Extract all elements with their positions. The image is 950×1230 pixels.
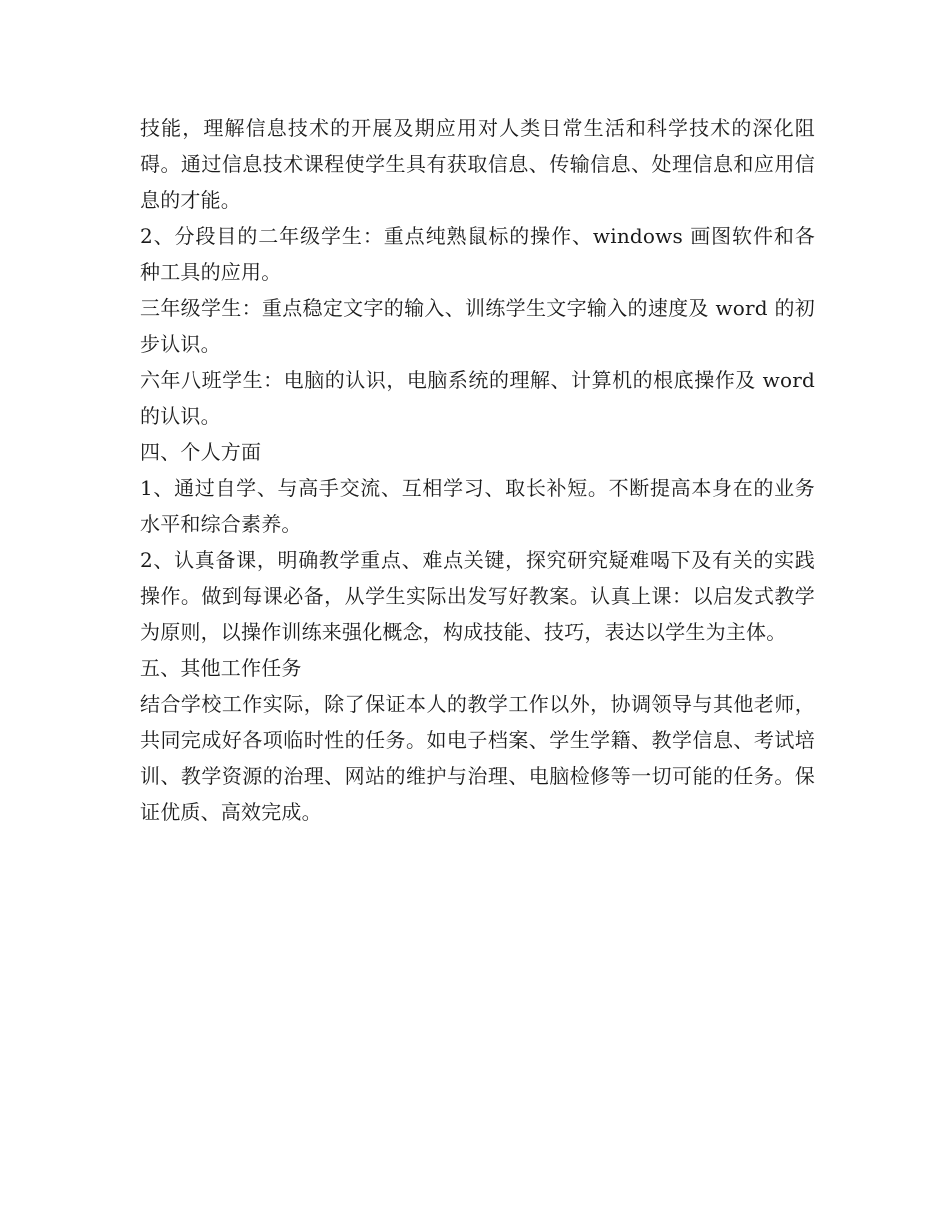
paragraph-grade-two: 2、分段目的二年级学生：重点纯熟鼠标的操作、windows 画图软件和各种工具的应用。 — [140, 224, 815, 284]
document-body — [140, 110, 815, 830]
section-heading-personal: 四、个人方面 — [140, 440, 262, 464]
paragraph-self-study: 1、通过自学、与高手交流、互相学习、取长补短。不断提高本身在的业务水平和综合素养。 — [140, 476, 815, 536]
paragraph-continuation: 技能，理解信息技术的开展及期应用对人类日常生活和科学技术的深化阻碍。通过信息技术课程使学生具有获取信息、传输信息、处理信息和应用信息的才能。 — [140, 116, 815, 212]
paragraph-other-tasks: 结合学校工作实际，除了保证本人的教学工作以外，协调领导与其他老师，共同完成好各项临时性的任务。如电子档案、学生学籍、教学信息、考试培训、教学资源的治理、网站的维护与治理、电脑检修等一切可能的任务。保证优质、高效完成。 — [140, 692, 815, 824]
section-heading-other-tasks: 五、其他工作任务 — [140, 656, 302, 680]
paragraph-grade-six-class-eight: 六年八班学生：电脑的认识，电脑系统的理解、计算机的根底操作及 word 的认识。 — [140, 368, 815, 428]
paragraph-lesson-prep: 2、认真备课，明确教学重点、难点关键，探究研究疑难喝下及有关的实践操作。做到每课必备，从学生实际出发写好教案。认真上课：以启发式教学为原则，以操作训练来强化概念，构成技能、技巧，表达以学生为主体。 — [140, 548, 815, 644]
paragraph-grade-three: 三年级学生：重点稳定文字的输入、训练学生文字输入的速度及 word 的初步认识。 — [140, 296, 815, 356]
